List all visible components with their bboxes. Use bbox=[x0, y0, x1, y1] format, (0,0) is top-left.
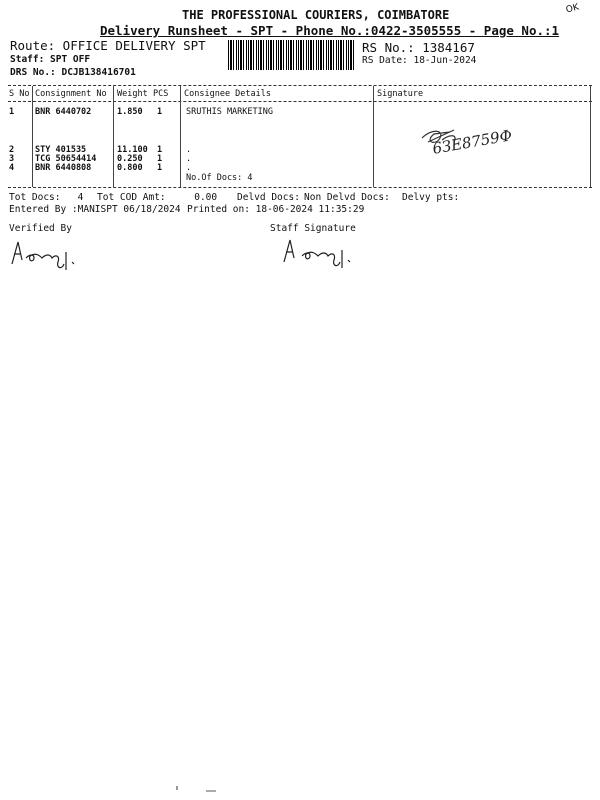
table-row-sno: 4 bbox=[9, 163, 15, 173]
col-divider-1 bbox=[32, 86, 33, 187]
staff-label: Staff: SPT OFF bbox=[10, 54, 91, 65]
table-row-consignment: BNR 6440808 bbox=[35, 163, 92, 173]
col-divider-2 bbox=[113, 86, 114, 187]
corner-mark: OK bbox=[564, 2, 581, 16]
rs-date: RS Date: 18-Jun-2024 bbox=[362, 55, 477, 66]
delivery-points: Delvy pts: bbox=[402, 192, 460, 203]
table-row-consignment: TCG 50654414 bbox=[35, 154, 97, 164]
table-row-pcs: 1 bbox=[157, 107, 163, 117]
staff-signature bbox=[278, 234, 368, 274]
scan-speck bbox=[176, 786, 178, 790]
table-row-consignment: BNR 6440702 bbox=[35, 107, 92, 117]
drs-number: DRS No.: DCJB138416701 bbox=[10, 67, 136, 78]
table-row-weight: 1.850 bbox=[117, 107, 143, 117]
runsheet-subtitle: Delivery Runsheet - SPT - Phone No.:0422-3505555 - Page No.:1 bbox=[100, 23, 560, 38]
table-row-sno: 1 bbox=[9, 107, 15, 117]
table-row-pcs: 1 bbox=[157, 145, 163, 155]
col-divider-5 bbox=[590, 86, 591, 187]
company-title: THE PROFESSIONAL COURIERS, COIMBATORE bbox=[182, 8, 450, 22]
barcode bbox=[228, 40, 356, 70]
header-signature: Signature bbox=[377, 89, 424, 99]
table-row-consignee: . bbox=[186, 163, 192, 173]
header-sno: S No bbox=[9, 89, 30, 99]
header-pcs: PCS bbox=[153, 89, 169, 99]
delivered-docs: Delvd Docs: bbox=[237, 192, 300, 203]
header-consignment: Consignment No bbox=[35, 89, 107, 99]
verified-by-label: Verified By bbox=[9, 223, 72, 234]
verifier-signature bbox=[6, 236, 86, 276]
table-row-consignment: STY 401535 bbox=[35, 145, 87, 155]
staff-signature-label: Staff Signature bbox=[270, 223, 356, 234]
header-weight: Weight bbox=[117, 89, 148, 99]
num-docs: No.Of Docs: 4 bbox=[186, 173, 253, 183]
route-label: Route: OFFICE DELIVERY SPT bbox=[10, 38, 206, 53]
table-row-consignee: . bbox=[186, 145, 192, 155]
table-row-weight: 0.250 bbox=[117, 154, 143, 164]
table-row-consignee: SRUTHIS MARKETING bbox=[186, 107, 273, 117]
table-row-weight: 11.100 bbox=[117, 145, 148, 155]
rs-number: RS No.: 1384167 bbox=[362, 40, 475, 55]
table-header-rule bbox=[8, 101, 592, 102]
table-top-rule bbox=[8, 85, 592, 86]
non-delivered-docs: Non Delvd Docs: bbox=[304, 192, 390, 203]
col-divider-3 bbox=[180, 86, 181, 187]
col-divider-4 bbox=[373, 86, 374, 187]
table-row-pcs: 1 bbox=[157, 163, 163, 173]
table-row-consignee: . bbox=[186, 154, 192, 164]
total-cod-amount: Tot COD Amt: 0.00 bbox=[97, 192, 218, 203]
table-row-pcs: 1 bbox=[157, 154, 163, 164]
entered-by: Entered By :MANISPT 06/18/2024 bbox=[9, 204, 181, 215]
signature-handwritten-number: 6ЗЕ8759Ф bbox=[431, 126, 514, 158]
scan-speck bbox=[206, 790, 216, 792]
total-docs: Tot Docs: 4 bbox=[9, 192, 84, 203]
table-bottom-rule bbox=[8, 187, 592, 188]
printed-on: Printed on: 18-06-2024 11:35:29 bbox=[187, 204, 365, 215]
table-row-sno: 2 bbox=[9, 145, 15, 155]
header-consignee: Consignee Details bbox=[184, 89, 271, 99]
table-row-sno: 3 bbox=[9, 154, 15, 164]
table-row-weight: 0.800 bbox=[117, 163, 143, 173]
